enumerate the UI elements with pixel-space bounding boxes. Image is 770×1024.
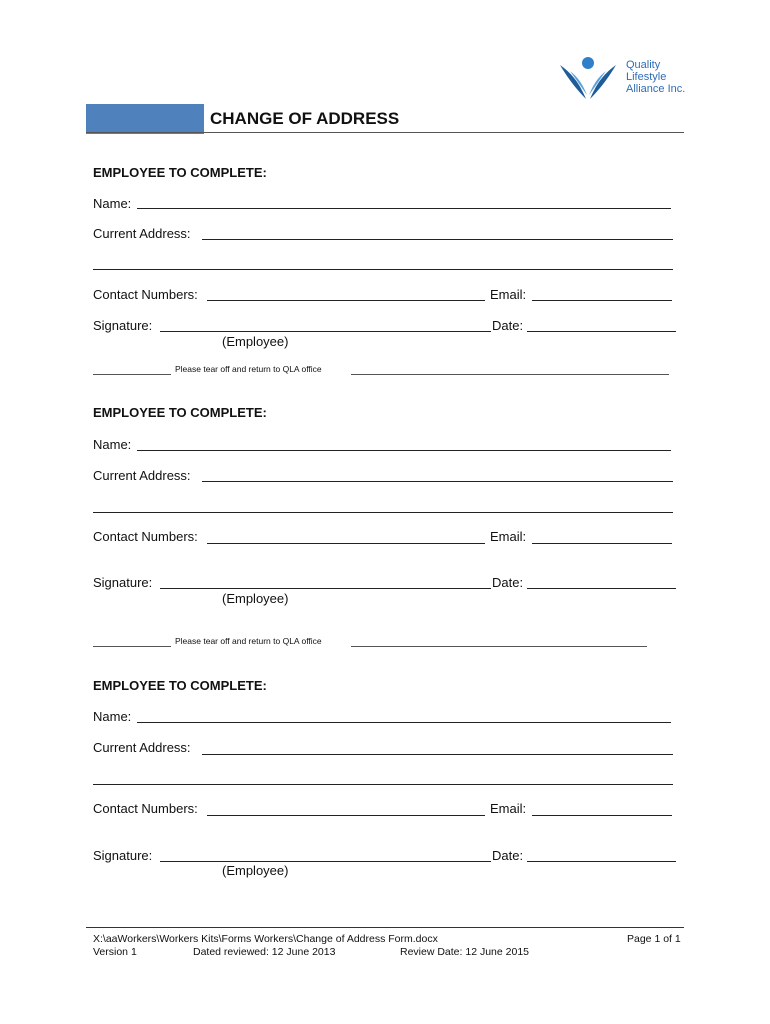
title-divider bbox=[86, 132, 684, 133]
footer-version: Version 1 bbox=[93, 946, 137, 958]
current-address-label-2: Current Address: bbox=[93, 468, 191, 483]
employee-caption-3: (Employee) bbox=[222, 863, 289, 878]
page-title: CHANGE OF ADDRESS bbox=[210, 109, 400, 128]
tear-off-line-right-2 bbox=[351, 646, 647, 647]
tear-off-note-1: Please tear off and return to QLA office bbox=[175, 364, 322, 374]
email-label-2: Email: bbox=[490, 529, 527, 544]
footer-page-number: Page 1 of 1 bbox=[627, 933, 681, 945]
logo-line-2: Lifestyle bbox=[626, 71, 667, 83]
current-address-field-2[interactable] bbox=[202, 481, 673, 482]
contact-numbers-label-1: Contact Numbers: bbox=[93, 287, 198, 302]
section-heading-3: EMPLOYEE TO COMPLETE: bbox=[93, 678, 267, 693]
contact-numbers-field-2[interactable] bbox=[207, 543, 485, 544]
signature-field-3[interactable] bbox=[160, 861, 491, 862]
logo-line-1: Quality bbox=[626, 59, 661, 71]
tear-off-line-right-1 bbox=[351, 374, 669, 375]
date-label-1: Date: bbox=[492, 318, 524, 333]
date-field-2[interactable] bbox=[527, 588, 676, 589]
qla-emblem-icon bbox=[556, 55, 620, 103]
current-address-field-1[interactable] bbox=[202, 239, 673, 240]
name-field-1[interactable] bbox=[137, 208, 671, 209]
date-label-3: Date: bbox=[492, 848, 524, 863]
footer-review-date: Review Date: 12 June 2015 bbox=[400, 946, 529, 958]
current-address-label-3: Current Address: bbox=[93, 740, 191, 755]
contact-numbers-label-3: Contact Numbers: bbox=[93, 801, 198, 816]
signature-field-2[interactable] bbox=[160, 588, 491, 589]
date-field-1[interactable] bbox=[527, 331, 676, 332]
section-heading-2: EMPLOYEE TO COMPLETE: bbox=[93, 405, 267, 420]
footer-divider bbox=[86, 927, 684, 928]
signature-label-3: Signature: bbox=[93, 848, 153, 863]
name-label-2: Name: bbox=[93, 437, 132, 452]
tear-off-line-left-1 bbox=[93, 374, 171, 375]
address-line-2-field-2[interactable] bbox=[93, 512, 673, 513]
email-field-1[interactable] bbox=[532, 300, 672, 301]
contact-numbers-label-2: Contact Numbers: bbox=[93, 529, 198, 544]
signature-label-1: Signature: bbox=[93, 318, 153, 333]
email-field-3[interactable] bbox=[532, 815, 672, 816]
signature-label-2: Signature: bbox=[93, 575, 153, 590]
logo-text bbox=[626, 59, 685, 95]
company-logo bbox=[556, 55, 696, 105]
email-label-1: Email: bbox=[490, 287, 527, 302]
contact-numbers-field-1[interactable] bbox=[207, 300, 485, 301]
date-label-2: Date: bbox=[492, 575, 524, 590]
footer-file-path: X:\aaWorkers\Workers Kits\Forms Workers\Change of Address Form.docx bbox=[93, 933, 438, 945]
footer-dated-reviewed: Dated reviewed: 12 June 2013 bbox=[193, 946, 336, 958]
employee-caption-2: (Employee) bbox=[222, 591, 289, 606]
email-label-3: Email: bbox=[490, 801, 527, 816]
signature-field-1[interactable] bbox=[160, 331, 491, 332]
contact-numbers-field-3[interactable] bbox=[207, 815, 485, 816]
current-address-field-3[interactable] bbox=[202, 754, 673, 755]
email-field-2[interactable] bbox=[532, 543, 672, 544]
name-label-3: Name: bbox=[93, 709, 132, 724]
employee-caption-1: (Employee) bbox=[222, 334, 289, 349]
date-field-3[interactable] bbox=[527, 861, 676, 862]
logo-line-3: Alliance Inc. bbox=[626, 83, 686, 95]
address-line-2-field-3[interactable] bbox=[93, 784, 673, 785]
current-address-label-1: Current Address: bbox=[93, 226, 191, 241]
address-line-2-field-1[interactable] bbox=[93, 269, 673, 270]
name-field-3[interactable] bbox=[137, 722, 671, 723]
title-accent-block bbox=[86, 104, 204, 134]
tear-off-line-left-2 bbox=[93, 646, 171, 647]
name-field-2[interactable] bbox=[137, 450, 671, 451]
name-label-1: Name: bbox=[93, 196, 132, 211]
tear-off-note-2: Please tear off and return to QLA office bbox=[175, 636, 322, 646]
section-heading-1: EMPLOYEE TO COMPLETE: bbox=[93, 165, 267, 180]
